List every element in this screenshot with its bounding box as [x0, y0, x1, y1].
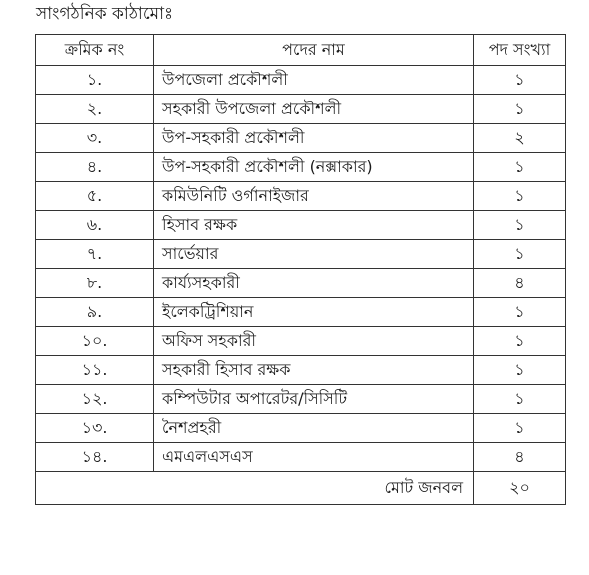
post-name-cell: সহকারী হিসাব রক্ষক — [154, 356, 474, 385]
serial-cell: ৩. — [36, 124, 154, 153]
total-row — [36, 472, 566, 505]
table-row — [36, 414, 566, 443]
header-post-name: পদের নাম — [154, 35, 474, 66]
post-count-cell: ১ — [474, 66, 566, 95]
post-count-cell: ১ — [474, 385, 566, 414]
post-name-cell: উপ-সহকারী প্রকৌশলী (নক্সাকার) — [154, 153, 474, 182]
serial-cell: ১. — [36, 66, 154, 95]
table-row — [36, 153, 566, 182]
table-header-row — [36, 35, 566, 66]
table-row — [36, 95, 566, 124]
total-label: মোট জনবল — [36, 472, 474, 505]
total-value: ২০ — [474, 472, 566, 505]
post-count-cell: ১ — [474, 95, 566, 124]
post-name-cell: সহকারী উপজেলা প্রকৌশলী — [154, 95, 474, 124]
post-name-cell: হিসাব রক্ষক — [154, 211, 474, 240]
post-count-cell: ১ — [474, 153, 566, 182]
post-count-cell: ১ — [474, 298, 566, 327]
organogram-table — [35, 34, 566, 505]
table-row — [36, 66, 566, 95]
serial-cell: ৫. — [36, 182, 154, 211]
table-row — [36, 269, 566, 298]
post-count-cell: ১ — [474, 327, 566, 356]
post-name-cell: নৈশপ্রহরী — [154, 414, 474, 443]
table-body — [36, 66, 566, 472]
serial-cell: ৬. — [36, 211, 154, 240]
post-count-cell: ৪ — [474, 269, 566, 298]
post-name-cell: কমিউনিটি ওর্গানাইজার — [154, 182, 474, 211]
post-name-cell: উপজেলা প্রকৌশলী — [154, 66, 474, 95]
serial-cell: ১২. — [36, 385, 154, 414]
table-row — [36, 182, 566, 211]
serial-cell: ১৩. — [36, 414, 154, 443]
post-name-cell: অফিস সহকারী — [154, 327, 474, 356]
post-name-cell: উপ-সহকারী প্রকৌশলী — [154, 124, 474, 153]
serial-cell: ৯. — [36, 298, 154, 327]
serial-cell: ১৪. — [36, 443, 154, 472]
table-row — [36, 385, 566, 414]
post-count-cell: ১ — [474, 240, 566, 269]
header-post-count: পদ সংখ্যা — [474, 35, 566, 66]
post-name-cell: এমএলএসএস — [154, 443, 474, 472]
page-heading: সাংগঠনিক কাঠামোঃ — [36, 4, 174, 24]
table-row — [36, 443, 566, 472]
table-row — [36, 211, 566, 240]
serial-cell: ১০. — [36, 327, 154, 356]
table-row — [36, 240, 566, 269]
serial-cell: ২. — [36, 95, 154, 124]
table-row — [36, 327, 566, 356]
serial-cell: ৮. — [36, 269, 154, 298]
table-row — [36, 356, 566, 385]
header-serial: ক্রমিক নং — [36, 35, 154, 66]
serial-cell: ৭. — [36, 240, 154, 269]
post-name-cell: কার্য্যসহকারী — [154, 269, 474, 298]
post-name-cell: কম্পিউটার অপারেটর/সিসিটি — [154, 385, 474, 414]
post-count-cell: ১ — [474, 211, 566, 240]
post-count-cell: ১ — [474, 182, 566, 211]
serial-cell: ৪. — [36, 153, 154, 182]
post-count-cell: ২ — [474, 124, 566, 153]
table-row — [36, 124, 566, 153]
post-count-cell: ৪ — [474, 443, 566, 472]
post-count-cell: ১ — [474, 356, 566, 385]
post-count-cell: ১ — [474, 414, 566, 443]
post-name-cell: সার্ভেয়ার — [154, 240, 474, 269]
post-name-cell: ইলেকট্রিশিয়ান — [154, 298, 474, 327]
table-row — [36, 298, 566, 327]
serial-cell: ১১. — [36, 356, 154, 385]
